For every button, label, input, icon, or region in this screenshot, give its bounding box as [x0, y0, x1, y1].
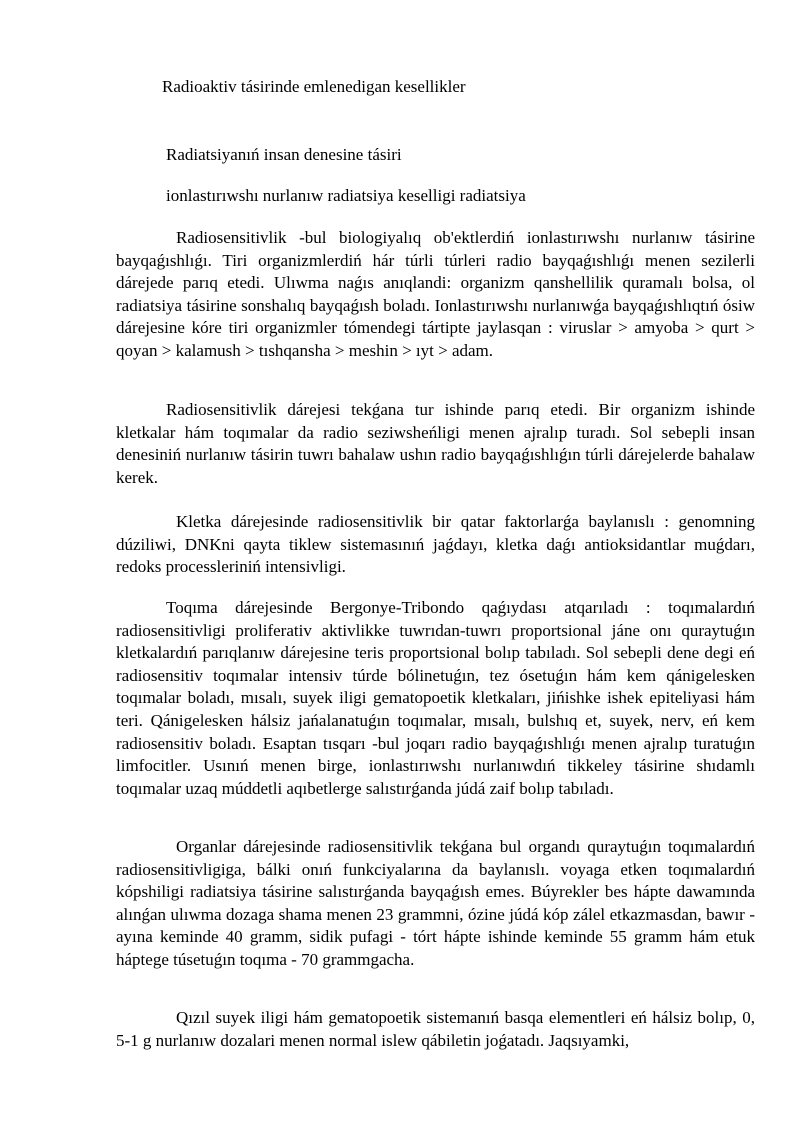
paragraph: Radiosensitivlik -bul biologiyalıq ob'ektlerdiń ionlastırıwshı nurlanıw tásirine bayqaǵıshlıǵı. Tiri organizmlerdiń hár túrli túrleri radio bayqaǵıshlıǵı menen sezilerli dárejede parıq etedi. Ulıwma naǵıs anıqlandi: organizm qanshellilik quramalı bolsa, ol radiatsiya tásirine sonshalıq bayqaǵısh boladı. Ionlastırıwshı nurlanıwǵa bayqaǵıshlıqtıń ósiw dárejesine kóre tiri organizmler tómendegi tártipte jaylasqan : viruslar > amyoba > qurt > qoyan > kalamush > tıshqansha > meshin > ıyt > adam.: [116, 228, 755, 360]
paragraph: Radiosensitivlik dárejesi tekǵana tur ishinde parıq etedi. Bir organizm ishinde kletkalar hám toqımalar da radio seziwsheńligi menen ajralıp turadı. Sol sebepli insan denesiniń nurlanıw tásirin tuwrı bahalaw ushın radio bayqaǵıshlıǵın túrli dárejelerde bahalaw kerek.: [116, 400, 755, 487]
section-keywords: ionlastırıwshı nurlanıw radiatsiya keselligi radiatsiya: [166, 186, 526, 205]
document-title: Radioaktiv tásirinde emlenedigan kesellikler: [162, 77, 466, 96]
paragraph: Qızıl suyek iligi hám gematopoetik sistemanıń basqa elementleri eń hálsiz bolıp, 0, 5-1 g nurlanıw dozalari menen normal islew qábiletin joǵatadı. Jaqsıyamki,: [116, 1008, 755, 1050]
paragraph: Toqıma dárejesinde Bergonye-Tribondo qaǵıydası atqarıladı : toqımalardıń radiosensitivligi proliferativ aktivlikke tuwrıdan-tuwrı proportsional jáne onı quraytuǵın kletkalardıń parıqlanıw dárejesine teris proportsional bolıp tabıladı. Sol sebepli dene degi eń radiosensitiv toqımalar intensiv túrde bólinetuǵın, tez ósetuǵın hám kem qánigelesken toqımalar boladı, mısalı, suyek iligi gematopoetik kletkaları, jińishke ishek epiteliyasi hám teri. Qánigelesken hálsiz jańalanatuǵın toqımalar, mısalı, bulshıq et, suyek, nerv, eń kem radiosensitiv boladı. Esaptan tısqarı -bul joqarı radio bayqaǵıshlıǵı menen ajralıp turatuǵın limfocitler. Usınıń menen birge, ionlastırıwshı nurlanıwdıń tikkeley tásirine shıdamlı toqımalar uzaq múddetli aqıbetlerge salıstırǵanda júdá zaif bolıp tabıladı.: [116, 598, 755, 798]
section-subtitle: Radiatsiyanıń insan denesine tásiri: [166, 145, 402, 164]
paragraph: Organlar dárejesinde radiosensitivlik tekǵana bul organdı quraytuǵın toqımalardıń radiosensitivligiga, bálki onıń funkciyalarına da baylanıslı. voyaga etken toqımalardıń kópshiligi radiatsiya tásirine salıstırǵanda bayqaǵısh emes. Búyrekler bes hápte dawamında alınǵan ulıwma dozaga shama menen 23 grammni, ózine júdá kóp zálel etkazmasdan, bawır - ayına keminde 40 gramm, sidik pufagi - tórt hápte ishinde keminde 55 gramm hám etuk háptege túsetuǵın toqıma - 70 grammgacha.: [116, 837, 755, 969]
paragraph: Kletka dárejesinde radiosensitivlik bir qatar faktorlarǵa baylanıslı : genomning dúziliwi, DNKni qayta tiklew sistemasınıń jaǵdayı, kletka daǵı antioksidantlar muǵdarı, redoks processleriniń intensivligi.: [116, 512, 755, 577]
